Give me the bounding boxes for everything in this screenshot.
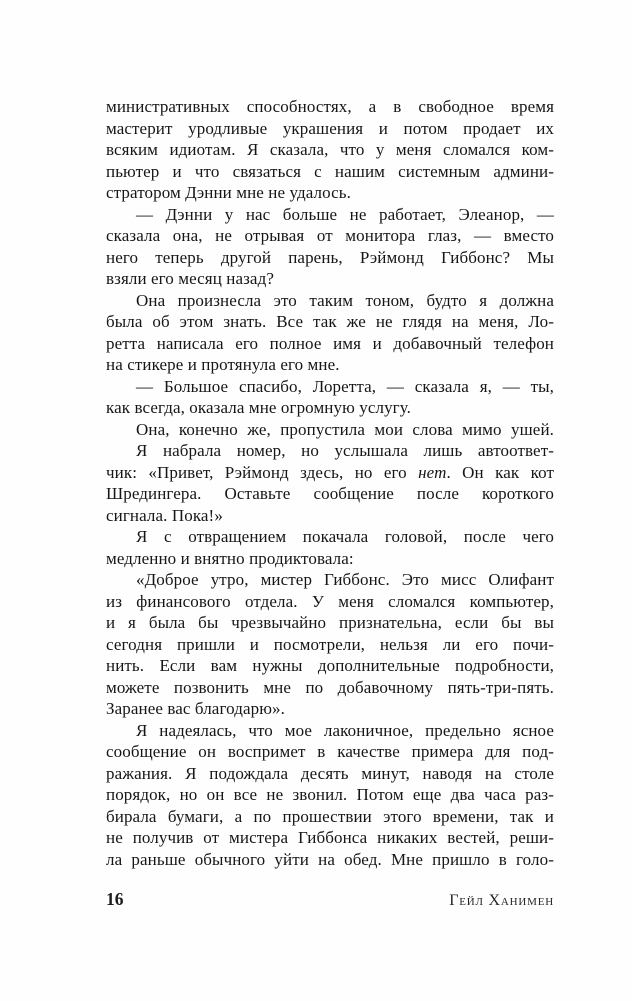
text-line: порядок, но он все не звонил. Потом еще два часа раз-: [106, 785, 554, 804]
text-line: него теперь другой парень, Рэймонд Гиббонс? Мы: [106, 247, 554, 267]
text-line: — Дэнни у нас больше не работает, Элеанор, —: [136, 204, 554, 224]
text-line: Я набрала номер, но услышала лишь автоответ-: [136, 441, 554, 460]
page-number: 16: [106, 889, 124, 909]
text-line: чик: «Привет, Рэймонд здесь, но его нет. Он как кот: [106, 462, 554, 482]
text-line: Я надеялась, что мое лаконичное, предельно ясное: [136, 720, 554, 740]
text-line: «Доброе утро, мистер Гиббонс. Это мисс Олифант: [136, 570, 554, 589]
text-line: сказала она, не отрывая от монитора глаз, — вместо: [106, 226, 554, 245]
text-line: пьютер и что связаться с нашим системным админи-: [106, 161, 554, 181]
text-line: как всегда, оказала мне огромную услугу.: [106, 398, 411, 417]
text-line: Она, конечно же, пропустила мои слова мимо ушей.: [136, 419, 554, 439]
text-line: ретта написала его полное имя и добавочный телефон: [106, 333, 554, 353]
text-line: ла раньше обычного уйти на обед. Мне пришло в голо-: [106, 849, 554, 869]
text-line: на стикере и протянула его мне.: [106, 355, 340, 374]
text-line: всяким идиотам. Я сказала, что у меня сломался ком-: [106, 140, 554, 159]
text-line: можете позвонить мне по добавочному пять-три-пять.: [106, 677, 554, 697]
text-line: нить. Если вам нужны дополнительные подробности,: [106, 656, 554, 675]
text-line: министративных способностях, а в свободное время: [106, 97, 554, 116]
text-line: — Большое спасибо, Лоретта, — сказала я, — ты,: [136, 376, 554, 396]
text-line: сегодня пришли и посмотрели, нельзя ли его почи-: [106, 634, 554, 654]
italic-word: нет: [418, 462, 447, 482]
text-line: и я была бы чрезвычайно признательна, если бы вы: [106, 613, 554, 632]
text-line: была об этом знать. Все так же не глядя на меня, Ло-: [106, 312, 554, 331]
text-line: сообщение он воспримет в качестве примера для под-: [106, 742, 554, 761]
text-line: мастерит уродливые украшения и потом продает их: [106, 118, 554, 138]
text-line: Я с отвращением покачала головой, после чего: [136, 527, 554, 546]
text-line: стратором Дэнни мне не удалось.: [106, 183, 351, 202]
text-line: бирала бумаги, а по прошествии этого времени, так и: [106, 806, 554, 826]
running-head-author: Гейл Ханимен: [449, 892, 554, 909]
page-footer: [106, 889, 554, 910]
text-line: Она произнесла это таким тоном, будто я должна: [136, 290, 554, 310]
text-line: сигнала. Пока!»: [106, 505, 223, 525]
body-text: [106, 96, 554, 870]
text-line: из финансового отдела. У меня сломался компьютер,: [106, 591, 554, 611]
text-line: Заранее вас благодарю».: [106, 699, 285, 718]
text-line: ражания. Я подождала десять минут, наводя на столе: [106, 763, 554, 783]
text-line: взяли его месяц назад?: [106, 269, 274, 288]
text-line: медленно и внятно продиктовала:: [106, 548, 354, 568]
text-line: не получив от мистера Гиббонса никаких вестей, реши-: [106, 828, 554, 847]
text-line: Шредингера. Оставьте сообщение после короткого: [106, 484, 554, 503]
